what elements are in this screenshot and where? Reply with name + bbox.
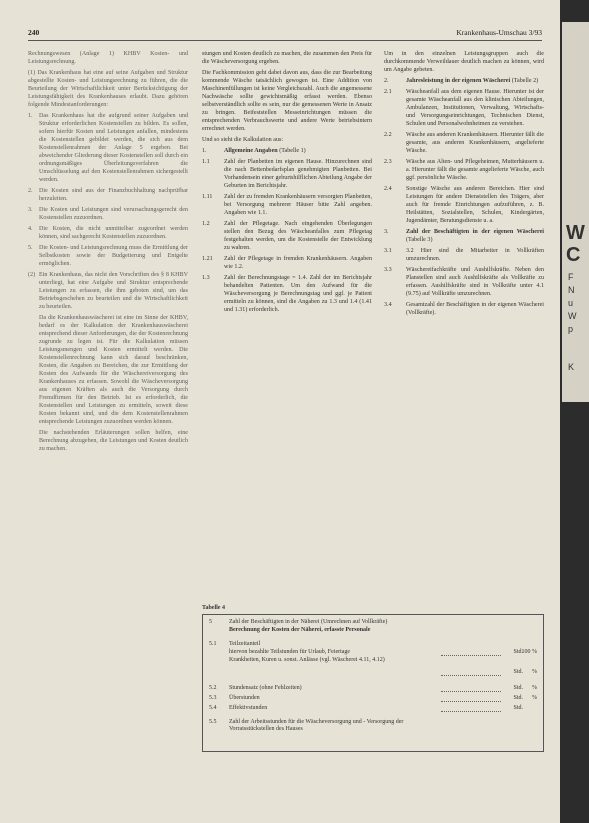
paragraph-number: 3.3	[384, 267, 392, 273]
body-paragraph: (1) Das Krankenhaus hat eine auf seine Aufgaben und Struktur abgestellte Kosten- und Leistungsrechnung zu führen, die die Beurteilung der Wirtschaftlichkeit unter Berücksichtigung der Leistungsfähigkeit des Krankenhauses erlaubt. Dazu gehören folgende Mindestanforderungen:	[28, 70, 188, 108]
numbered-paragraph	[202, 255, 372, 271]
paragraph-number: 1.11	[202, 194, 213, 200]
adjacent-page-edge	[562, 22, 589, 402]
paragraph-text: Die Kosten- und Leistungsrechnung muss die Ermittlung der Selbstkosten sowie der Budgetierung und Entgelte ermöglichen.	[39, 245, 188, 267]
paragraph-text: Die Kosten sind aus der Finanzbuchhaltung nachprüfbar herzuleiten.	[39, 188, 188, 202]
paragraph-text: Die Kosten und Leistungen sind verursachungsgerecht den Kostenstellen zuzuordnen.	[39, 207, 188, 221]
numbered-paragraph	[28, 271, 188, 311]
paragraph-number: 2.3	[384, 159, 392, 165]
numbered-paragraph	[28, 225, 188, 241]
table-row-label: Effektivstunden	[229, 705, 268, 711]
body-paragraph: Rechnungswesen (Anlage 1) KHBV Kosten- und Leistungsrechnung.	[28, 51, 188, 65]
table-row-label: Zahl der Beschäftigten in der Näherei (Umrechnen auf Vollkräfte)	[229, 619, 388, 625]
paragraph-text: Zahl der Planbetten im eigenen Hause. Hinzurechnen sind die nach Bettenbedarfsplan genehmigten Planbetten. Bei Vorhandensein einer geburtshilflichen Abteilung Angabe der Geburten im Berichtsjahr.	[224, 159, 372, 189]
table-row-label: Berechnung der Kosten der Näherei, erfasste Personale	[229, 627, 371, 633]
paragraph-number: 1.1	[202, 159, 210, 165]
side-letter: C	[566, 244, 581, 266]
table-entry-line	[441, 685, 501, 692]
paragraph-number: 2.	[28, 188, 33, 194]
paragraph-number: 3.1	[384, 248, 392, 254]
section-heading: Allgemeine Angaben	[224, 148, 278, 154]
paragraph-number: 2.1	[384, 89, 392, 95]
numbered-paragraph	[202, 147, 372, 155]
table-row-percent: %	[532, 685, 537, 691]
body-paragraph: stungen und Kosten deutlich zu machen, die zusammen den Preis für die Wäscheversorgung ergeben.	[202, 51, 372, 65]
numbered-paragraph	[202, 220, 372, 252]
paragraph-text: Wäschereifachkräfte und Aushilfskräfte. Neben den Planstellen sind auch Aushilfskräfte als Vollkräfte zu erfassen. Aushilfskräfte sind in Vollkräfte unter 4.1 (9.75) auf Vollkräfte umzurechnen.	[406, 267, 544, 297]
body-paragraph: Und so sieht die Kalkulation aus:	[202, 137, 284, 143]
paragraph-text: Zahl der Berechnungstage = 1.4. Zahl der im Berichtsjahr behandelten Patienten. Um den Aufwand für die Wäscheversorgung je Berechnungstag und ggf. je Patient ermitteln zu können, sind die Angaben zu 1.3 und 1.4 (1.41 und 1.31) erforderlich.	[224, 275, 372, 313]
paragraph-number: 1.21	[202, 256, 213, 262]
table-row-label: Krankheiten, Kuren u. sonst. Anlässe (vgl. Wäscherei 4.11, 4.12)	[229, 657, 385, 663]
numbered-paragraph	[384, 77, 544, 85]
table-row-unit: Std.	[513, 685, 523, 691]
table-row-unit: Std.	[513, 695, 523, 701]
numbered-paragraph	[202, 158, 372, 190]
numbered-paragraph	[384, 158, 544, 182]
paragraph-text: Ein Krankenhaus, das nicht den Vorschriften des § 8 KHBV unterliegt, hat eine Aufgabe und Struktur entsprechende Leistungen zu erfassen, die ihm geboten sind, um das Betriebsgeschehen zu beurteilen und die Wirtschaftlichkeit zu beurteilen.	[39, 272, 188, 310]
numbered-paragraph	[202, 274, 372, 314]
numbered-paragraph	[28, 206, 188, 222]
table-box	[202, 614, 544, 752]
numbered-paragraph	[28, 187, 188, 203]
paragraph-text: Die nachstehenden Erläuterungen sollen helfen, eine Berechnung abzugeben, die Leistungen und Kosten deutlich zu machen.	[39, 430, 188, 452]
side-letter: p	[568, 324, 574, 334]
paragraph-text: Das Krankenhaus hat die aufgrund seiner Aufgaben und Struktur erforderlichen Kostenstellen zu bilden. Es sollen, sofern hierfür Kosten und Leistungen anfallen, mindestens die Kostenstellen gebildet werden, die sich aus dem Kostenstellenrahmen der Anlage 5 ergeben. Bei abweichender Gliederung dieser Kostenstellen soll durch ein ordnungsmäßiges Überleitungsverfahren die Umschlüsselung auf den Kostenstellenrahmen sichergestellt werden.	[39, 113, 188, 183]
body-paragraph: Die Fachkommission geht dabei davon aus, dass die zur Bearbeitung kommende Wäsche tatsächlich gewogen ist. Eine Addition von Maschinenfüllungen ist keine Vergleichszahl. Auch die angemessene Nachwäsche sollte gewichtsmäßig erfasst werden. Ebenso selbstverständlich sollte es sein, nur die gemessenen Werte in Ansatz zu bringen. Beifeststellen Messeinrichtungen müssen die entsprechenden Verbrauchswerte und andere Werte betriebsintern errechnet werden.	[202, 70, 372, 132]
body-paragraph: Um in den einzelnen Leistungsgruppen auch die durchkommende Verweildauer deutlich machen zu können, wird um Angabe gebeten.	[384, 51, 544, 73]
table-row-number: 5.2	[209, 685, 217, 691]
numbered-paragraph	[202, 193, 372, 217]
numbered-paragraph	[384, 185, 544, 225]
column-middle	[202, 50, 372, 650]
paragraph-number: 4.	[28, 226, 33, 232]
paragraph-text: Zahl der Pflegetage in fremden Krankenhäusern. Angaben wie 1.2.	[224, 256, 372, 270]
paragraph-number: (2)	[28, 272, 36, 278]
side-letter: F	[568, 272, 574, 282]
table-row-number: 5.1	[209, 641, 217, 647]
paragraph-text: 3.2 Hier sind die Mitarbeiter in Vollkräften umzurechnen.	[406, 248, 544, 262]
table-row-unit: Std.	[513, 649, 523, 655]
paragraph-number: 1.	[28, 113, 33, 119]
table-row-percent: %	[532, 695, 537, 701]
paragraph-number: 1.3	[202, 275, 210, 281]
numbered-paragraph	[384, 247, 544, 263]
paragraph-number: 3.	[28, 207, 33, 213]
running-title: Krankenhaus-Umschau 3/93	[456, 28, 542, 37]
paragraph-text: Zahl der zu fremden Krankenhäusern versorgten Planbetten, bei Versorgung mehrerer Häuser bitte Zahl angeben. Angaben wie 1.1.	[224, 194, 372, 216]
table-entry-line	[441, 669, 501, 676]
numbered-paragraph	[384, 301, 544, 317]
numbered-paragraph	[28, 244, 188, 268]
section-heading: Jahresleistung in der eigenen Wäscherei	[406, 78, 511, 84]
side-letter: W	[566, 222, 585, 244]
paragraph-text: Gesamtzahl der Beschäftigten in der eigenen Wäscherei (Vollkräfte).	[406, 302, 544, 316]
page-number: 240	[28, 28, 40, 37]
column-right	[384, 50, 544, 650]
paragraph-text: Da die Krankenhauswäscherei ist eine im Sinne der KHBV, bedarf es der Kalkulation der Krankenhauswäscherei entsprechend dieser Anforderungen, die der Kostenrechnung zugrunde zu legen ist. Für die Kalkulation müssen Leistungsmengen und Kosten ermittelt werden. Die Kostenstellenrechnung kann sich darauf beschränken, Kosten, die Angaben zu Bereichen, die zur Ermittlung der Kosten des Aufwands für die Wäschereiversorgung des Krankenhauses zu erfassen. Sowohl die Wäscheversorgung aus eigenen Kräften als auch die Versorgung durch Fremdfirmen für den Betrieb. Ist es erforderlich, die Kostenstellen und Leistungen zu ermitteln, soweit diese Kosten bekannt sind, und die dem Kostenstellenrahmen entsprechende Leistungen zuzuordnen werden können.	[39, 315, 188, 425]
paragraph-text: (Tabelle 2)	[510, 78, 539, 84]
paragraph-number: 2.2	[384, 132, 392, 138]
paragraph-text: Die Kosten, die nicht unmittelbar zugeordnet werden können, sind sachgerecht Kostenstellen zuzuordnen.	[39, 226, 188, 240]
numbered-paragraph	[384, 131, 544, 155]
table-row-unit: Std.	[513, 705, 523, 711]
paragraph-text: (Tabelle 1)	[277, 148, 306, 154]
table-row-number: 5	[209, 619, 212, 625]
paragraph-number: 1.2	[202, 221, 210, 227]
paragraph-number: 5.	[28, 245, 33, 251]
numbered-paragraph	[28, 429, 188, 453]
table-row-label: Überstunden	[229, 695, 260, 701]
table-entry-line	[441, 705, 501, 712]
paragraph-text: Wäscheanfall aus dem eigenen Hause. Hierunter ist der gesamte Wäscheanfall aus den klinischen Abteilungen, Ambulanzen, Institutionen, Verwaltung, Wirtschafts- und Versorgungseinrichtungen, Technischen Dienst, Schulen und Personalwohnheimen zu verstehen.	[406, 89, 544, 127]
paragraph-number: 3.	[384, 229, 389, 235]
paragraph-text: Wäsche aus Alten- und Pflegeheimen, Mutterhäusern u. a. Hierunter fällt die gesamte angelieferte Wäsche, auch ggf. persönliche Wäsche.	[406, 159, 544, 181]
numbered-paragraph	[28, 112, 188, 184]
paragraph-number: 2.4	[384, 186, 392, 192]
table-row-label: hiervon bezahlte Teilstunden für Urlaub, Feiertage	[229, 649, 351, 655]
column-left	[28, 50, 188, 820]
page-header	[28, 26, 542, 41]
table-row-label: Teilzeitanteil	[229, 641, 261, 647]
numbered-paragraph	[384, 88, 544, 128]
table-entry-line	[441, 695, 501, 702]
table-row-number: 5.5	[209, 719, 217, 725]
paragraph-number: 2.	[384, 78, 389, 84]
table-row-label: Stundensatz (ohne Fehlzeiten)	[229, 685, 302, 691]
table-entry-line	[441, 649, 501, 656]
table-row-percent: 100 %	[521, 649, 537, 655]
paragraph-text: Zahl der Pflegetage. Nach eingehenden Überlegungen stellen den Bezug des Wäscheanfalles zum Pflegetag festgehalten werden, um die Kostenstelle der Entwicklung zu wahren.	[224, 221, 372, 251]
paragraph-text: Wäsche aus anderen Krankenhäusern. Hierunter fällt die gesamte, aus anderen Krankenhäusern, angelieferte Wäsche.	[406, 132, 544, 154]
side-letter: K	[568, 362, 575, 372]
side-letter: u	[568, 298, 574, 308]
table-row-number: 5.4	[209, 705, 217, 711]
table-label: Tabelle 4	[202, 605, 225, 611]
table-row-number: 5.3	[209, 695, 217, 701]
numbered-paragraph	[28, 314, 188, 426]
table-row-unit: Std.	[513, 669, 523, 675]
side-letter: N	[568, 285, 575, 295]
paragraph-number: 1.	[202, 148, 207, 154]
table-row-percent: %	[532, 669, 537, 675]
section-heading: Zahl der Beschäftigten in der eigenen Wäscherei	[406, 229, 544, 235]
numbered-paragraph	[384, 228, 544, 244]
paragraph-number: 3.4	[384, 302, 392, 308]
side-letter: W	[568, 311, 577, 321]
numbered-paragraph	[384, 266, 544, 298]
paragraph-text: Sonstige Wäsche aus anderen Bereichen. Hier sind Leistungen für andere Dienststellen des Trägers, aber auch für fremde Einrichtungen aufzuführen, z. B. Heilstätten, Sozialstellen, Schulen, Kindergärten, Jugendämter, Beratungsdienste u. a.	[406, 186, 544, 224]
paragraph-text: (Tabelle 3)	[406, 237, 433, 243]
table-row-label: Zahl der Arbeitsstunden für die Wäscheversorgung und - Versorgung der Vorratsstückstellen des Hauses	[229, 719, 404, 733]
